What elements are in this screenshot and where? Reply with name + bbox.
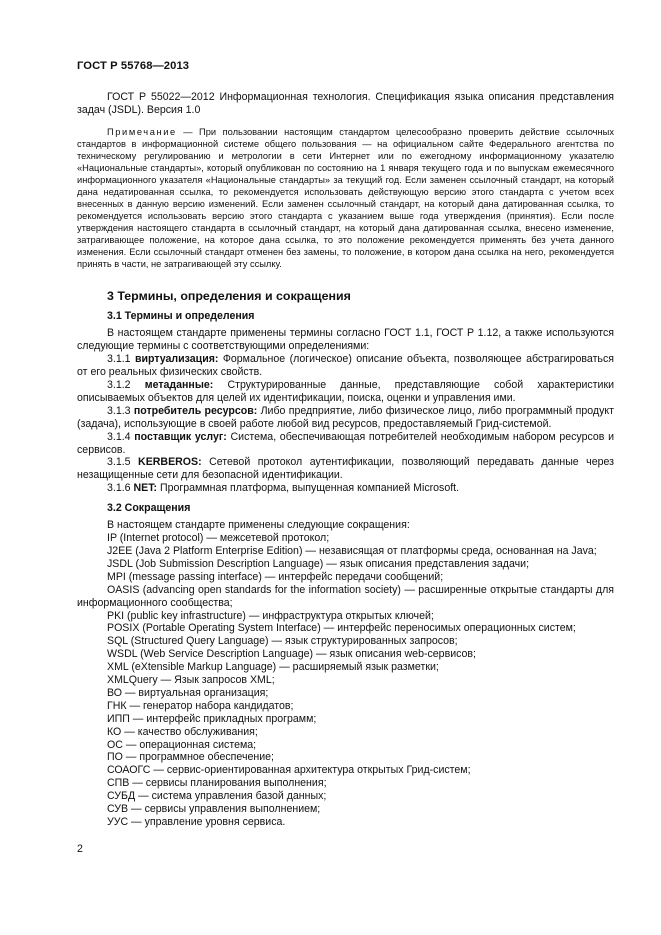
list-item: MPI (message passing interface) — интерфейс передачи сообщений;	[107, 570, 444, 583]
list-item: IP (Internet protocol) — межсетевой протокол;	[107, 532, 330, 545]
term-number: 3.1.6	[107, 482, 131, 495]
abbreviations-list	[77, 532, 614, 829]
term-definition: Формальное (логическое) описание объекта, позволяющее абстрагироваться от его реальных физических свойств.	[77, 353, 614, 379]
term-number: 3.1.2	[107, 379, 131, 391]
term-definition: Либо предприятие, либо физическое лицо, либо программный продукт (задача), использующие в своей работе любой вид ресурсов, предоставляемый Грид-системой.	[77, 404, 614, 430]
section-heading: 3 Термины, определения и сокращения	[107, 289, 351, 304]
term-entry	[77, 456, 614, 482]
term-entry	[77, 431, 614, 457]
list-item: J2EE (Java 2 Platform Enterprise Edition) — независящая от платформы среда, основанная на Java;	[107, 544, 597, 557]
list-item: КО — качество обслуживания;	[107, 725, 258, 738]
term-number: 3.1.1	[107, 353, 131, 366]
term-name: метаданные:	[144, 379, 214, 391]
list-item: СПВ — сервисы планирования выполнения;	[107, 777, 327, 790]
list-item: УУС — управление уровня сервиса.	[107, 816, 286, 828]
term-name: NET:	[133, 482, 158, 495]
term-name: виртуализация:	[134, 353, 219, 366]
list-item: ОС — операционная система;	[107, 738, 257, 751]
document-header-code: ГОСТ Р 55768—2013	[77, 60, 190, 72]
note-text: — При пользовании настоящим стандартом целесообразно проверить действие ссылочных стандартов в информационной системе общего пользования — на официальном сайте Федерального агентства по техническому регулированию и метрологии в сети Интернет или по ежегодному информационному указателю «Национальные стандарты», который опубликован по состоянию на 1 января текущего года и по выпускам ежемесячного информационного указателя «Национальные стандарты» за текущий год. Если заменен ссылочный стандарт, на который дана недатированная ссылка, то рекомендуется использовать действующую версию этого стандарта с учетом всех внесенных в данную версию изменений. Если заменен ссылочный стандарт, на который дана датированная ссылка, то рекомендуется использовать версию этого стандарта с указанием выше года утверждения (принятия). Если после утверждения настоящего стандарта в ссылочный стандарт, на который дана датированная ссылка, внесено изменение, затрагивающее положение, на которое дана ссылка, то это положение рекомендуется применять без учета данного изменения. Если ссылочный стандарт отменен без замены, то положение, в котором дана ссылка на него, рекомендуется принять в части, не затрагивающей эту ссылку.	[77, 126, 614, 270]
list-item: СОАОГС — сервис-ориентированная архитектура открытых Грид-систем;	[107, 764, 471, 777]
term-definition: Программная платформа, выпущенная компанией Microsoft.	[160, 482, 460, 495]
term-number: 3.1.3	[107, 404, 131, 417]
subsection-heading-terms: 3.1 Термины и определения	[107, 310, 255, 323]
term-definition: Сетевой протокол аутентификации, позволяющий передавать данные через незащищенные сети для безопасной идентификации.	[77, 456, 614, 482]
list-item: ГНК — генератор набора кандидатов;	[107, 699, 294, 712]
term-name: KERBEROS:	[138, 456, 202, 469]
term-entry	[77, 482, 614, 495]
list-item: SQL (Structured Query Language) — язык структурированных запросов;	[107, 635, 458, 648]
term-entry	[77, 405, 614, 431]
term-name: поставщик услуг:	[134, 430, 227, 443]
term-definition: Система, обеспечивающая потребителей необходимым набором ресурсов и сервисов.	[77, 430, 615, 456]
term-number: 3.1.5	[107, 456, 131, 469]
list-item: ВО — виртуальная организация;	[107, 686, 269, 699]
term-number: 3.1.4	[107, 430, 131, 443]
document-body	[77, 91, 614, 829]
list-item: POSIX (Portable Operating System Interface) — интерфейс переносимых операционных систем;	[107, 622, 576, 635]
term-definition: Структурированные данные, представляющие собой характеристики описываемых объектов для целей их идентификации, поиска, оценки и управления ими.	[77, 379, 615, 404]
terms-intro: В настоящем стандарте применены термины согласно ГОСТ 1.1, ГОСТ Р 1.12, а также используются следующие термины с соответствующими определениями:	[77, 327, 614, 353]
list-item: СУБД — система управления базой данных;	[107, 790, 327, 803]
term-entry	[77, 353, 614, 379]
list-item: ИПП — интерфейс прикладных программ;	[107, 712, 317, 725]
list-item: WSDL (Web Service Description Language) — язык описания web-сервисов;	[107, 648, 476, 661]
list-item: PKI (public key infrastructure) — инфраструктура открытых ключей;	[107, 609, 434, 622]
list-item: XML (eXtensible Markup Language) — расширяемый язык разметки;	[107, 661, 439, 674]
list-item: СУВ — сервисы управления выполнением;	[107, 803, 321, 816]
list-item: XMLQuery — Язык запросов XML;	[107, 674, 275, 687]
note-label: Примечание	[107, 126, 177, 137]
term-name: потребитель ресурсов:	[133, 404, 258, 417]
abbreviations-intro: В настоящем стандарте применены следующие сокращения:	[107, 519, 410, 532]
term-entry	[77, 379, 614, 405]
list-item: OASIS (advancing open standards for the information society) — расширенные открытые стандарты для информационного сообщества;	[77, 583, 614, 609]
page-number: 2	[77, 843, 83, 855]
subsection-heading-abbreviations: 3.2 Сокращения	[107, 502, 191, 515]
list-item: JSDL (Job Submission Description Language) — язык описания представления задачи;	[107, 557, 530, 570]
note-paragraph	[77, 126, 614, 271]
reference-entry: ГОСТ Р 55022—2012 Информационная технология. Спецификация языка описания представления задач (JSDL). Версия 1.0	[77, 91, 614, 116]
list-item: ПО — программное обеспечение;	[107, 751, 274, 764]
